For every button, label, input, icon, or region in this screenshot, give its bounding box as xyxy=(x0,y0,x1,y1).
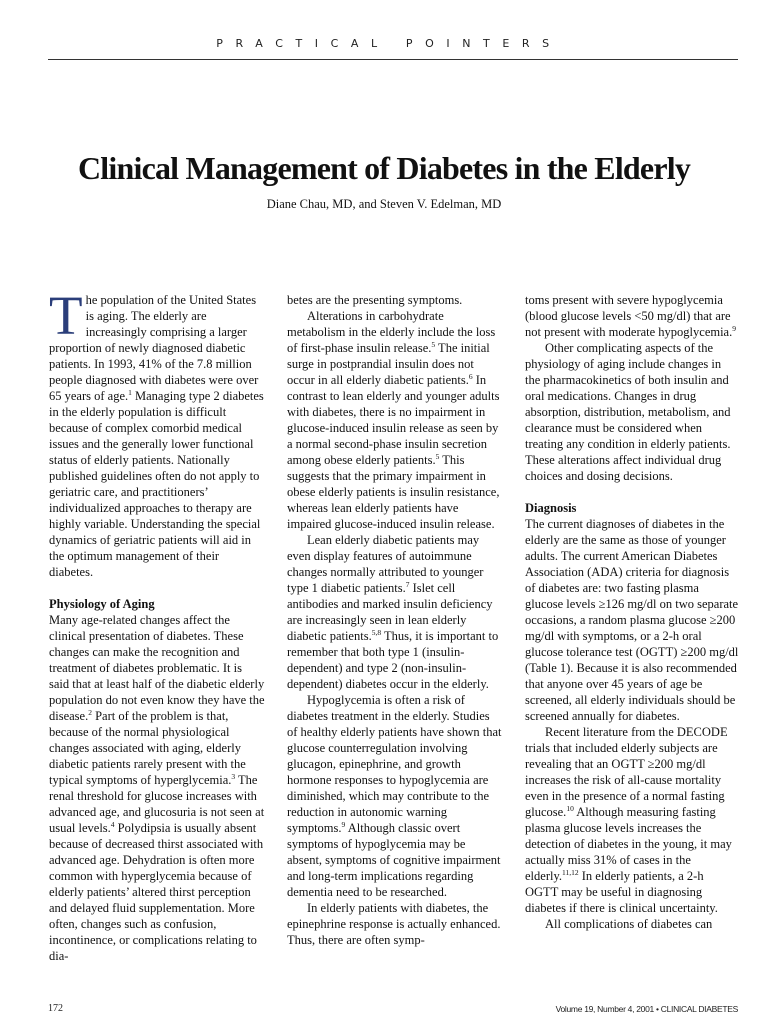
text-column-3 xyxy=(525,292,739,932)
paragraph: The current diagnoses of diabetes in the elderly are the same as those of younger adults. The current American Diabetes Association (ADA) criteria for diagnosis of diabetes are: two fasting plasma glucose levels ≥126 mg/dl on two separate occasions, a random plasma glucose ≥200 mg/dl with symptoms, or a 2-h oral glucose tolerance test (OGTT) ≥200 mg/dl (Table 1). Because it is also recommended that anyone over 45 years of age be screened, all elderly individuals should be screened annually for diabetes. xyxy=(525,517,739,723)
citation-marker: 5,8 xyxy=(371,627,382,637)
paragraph: Hypoglycemia is often a risk of diabetes treatment in the elderly. Studies of healthy elderly patients have shown that glucose counterregulation involving glucagon, epinephrine, and growth hormone responses to hypoglycemia are diminished, which may contribute to the reduction in autonomic warning symptoms.$^9$ Although classic overt symptoms of hypoglycemia may be absent, symptoms of cognitive impairment and long-term implications regarding dementia need to be researched. xyxy=(287,693,502,899)
text-column-2 xyxy=(287,292,503,948)
paragraph: Recent literature from the DECODE trials that included elderly subjects are revealing that an OGTT ≥200 mg/dl increases the risk of all-cause mortality even in the presence of a normal fasting glucose.$^{10}$ Although measuring fasting plasma glucose levels increases the detection of diabetes in the young, it may actually miss 31% of cases in the elderly.$^{11,12}$ In elderly patients, a 2-h OGTT may be useful in diagnosing diabetes if there is clinical uncertainty. xyxy=(525,725,732,915)
article-authors: Diane Chau, MD, and Steven V. Edelman, MD xyxy=(266,197,502,211)
citation-marker: 11,12 xyxy=(562,867,579,877)
citation-marker: 4 xyxy=(110,819,115,829)
paragraph: Lean elderly diabetic patients may even display features of autoimmune changes normally attributed to younger type 1 diabetic patients.$^7$ Islet cell antibodies and marked insulin deficiency are increasingly seen in lean elderly diabetic patients.$^{5,8}$ Thus, it is important to remember that both type 1 (insulin-dependent) and type 2 (non-insulin-dependent) diabetes occur in the elderly. xyxy=(287,533,499,691)
page-number: 172 xyxy=(48,1003,63,1014)
citation-marker: 7 xyxy=(405,579,410,589)
heading-physiology-of-aging: Physiology of Aging xyxy=(49,597,155,611)
citation-marker: 1 xyxy=(128,387,132,397)
paragraph: In elderly patients with diabetes, the epinephrine response is actually enhanced. Thus, there are often symp- xyxy=(287,901,501,947)
drop-cap: T xyxy=(49,285,83,346)
citation-marker: 3 xyxy=(231,771,236,781)
text-column-1 xyxy=(49,285,265,964)
section-label: PRACTICAL POINTERS xyxy=(216,37,562,50)
paragraph: All complications of diabetes can xyxy=(545,917,713,931)
citation-marker: 5 xyxy=(435,451,440,461)
article-title: Clinical Management of Diabetes in the Elderly xyxy=(77,150,691,186)
paragraph: Many age-related changes affect the clinical presentation of diabetes. These changes can make the recognition and treatment of diabetes problematic. It is said that at least half of the diabetic elderly population do not even know they have the disease.$^2$ Part of the problem is that, because of the normal physiological changes associated with aging, elderly diabetic patients rarely present with the typical symptoms of hyperglycemia.$^3$ The renal threshold for glucose increases with advanced age, and glucosuria is not seen at usual levels.$^4$ Polydipsia is usually absent because of decreased thirst associated with advanced age. Dehydration is often more common with hyperglycemia because of elderly patients’ altered thirst perception and delayed fluid supplementation. More often, changes such as confusion, incontinence, or complications relating to dia- xyxy=(49,613,265,963)
journal-info: Volume 19, Number 4, 2001 • CLINICAL DIABETES xyxy=(555,1004,738,1014)
paragraph: Other complicating aspects of the physiology of aging include changes in the pharmacokinetics of both insulin and oral medications. Changes in drug absorption, distribution, metabolism, and clearance must be considered when treating any condition in elderly patients. These alterations affect individual drug choices and dosing decisions. xyxy=(525,341,731,483)
paragraph: betes are the presenting symptoms. xyxy=(287,293,463,307)
heading-diagnosis: Diagnosis xyxy=(525,501,577,515)
citation-marker: 2 xyxy=(88,707,92,717)
paragraph: toms present with severe hypoglycemia (blood glucose levels <50 mg/dl) that are not present with moderate hypoglycemia.$^9$ xyxy=(525,293,736,339)
citation-marker: 5 xyxy=(431,339,436,349)
intro-paragraph: The population of the United States is aging. The elderly are increasingly comprising a larger proportion of newly diagnosed diabetic patients. In 1993, 41% of the 7.8 million people diagnosed with diabetes were over 65 years of age.$^1$ Managing type 2 diabetes in the elderly population is difficult because of complex comorbid medical issues and the generally lower functional status of elderly patients. Nationally published guidelines often do not apply to geriatric care, and practitioners’ individualized approaches to therapy are highly variable. Understanding the special dynamics of geriatric patients will aid in the optimum management of their diabetes. xyxy=(49,285,264,579)
paragraph: Alterations in carbohydrate metabolism in the elderly include the loss of first-phase insulin release.$^5$ The initial surge in postprandial insulin does not occur in all elderly diabetic patients.$^6$ In contrast to lean elderly and younger adults with diabetes, there is no impairment in glucose-induced insulin release as seen by a normal second-phase insulin secretion among obese elderly patients.$^5$ This suggests that the primary impairment in obese elderly patients is insulin resistance, whereas lean elderly patients have impaired glucose-induced insulin release. xyxy=(287,309,500,531)
citation-marker: 9 xyxy=(732,323,736,333)
header-rule xyxy=(48,59,738,60)
citation-marker: 9 xyxy=(341,819,346,829)
citation-marker: 10 xyxy=(566,803,574,813)
citation-marker: 6 xyxy=(468,371,473,381)
